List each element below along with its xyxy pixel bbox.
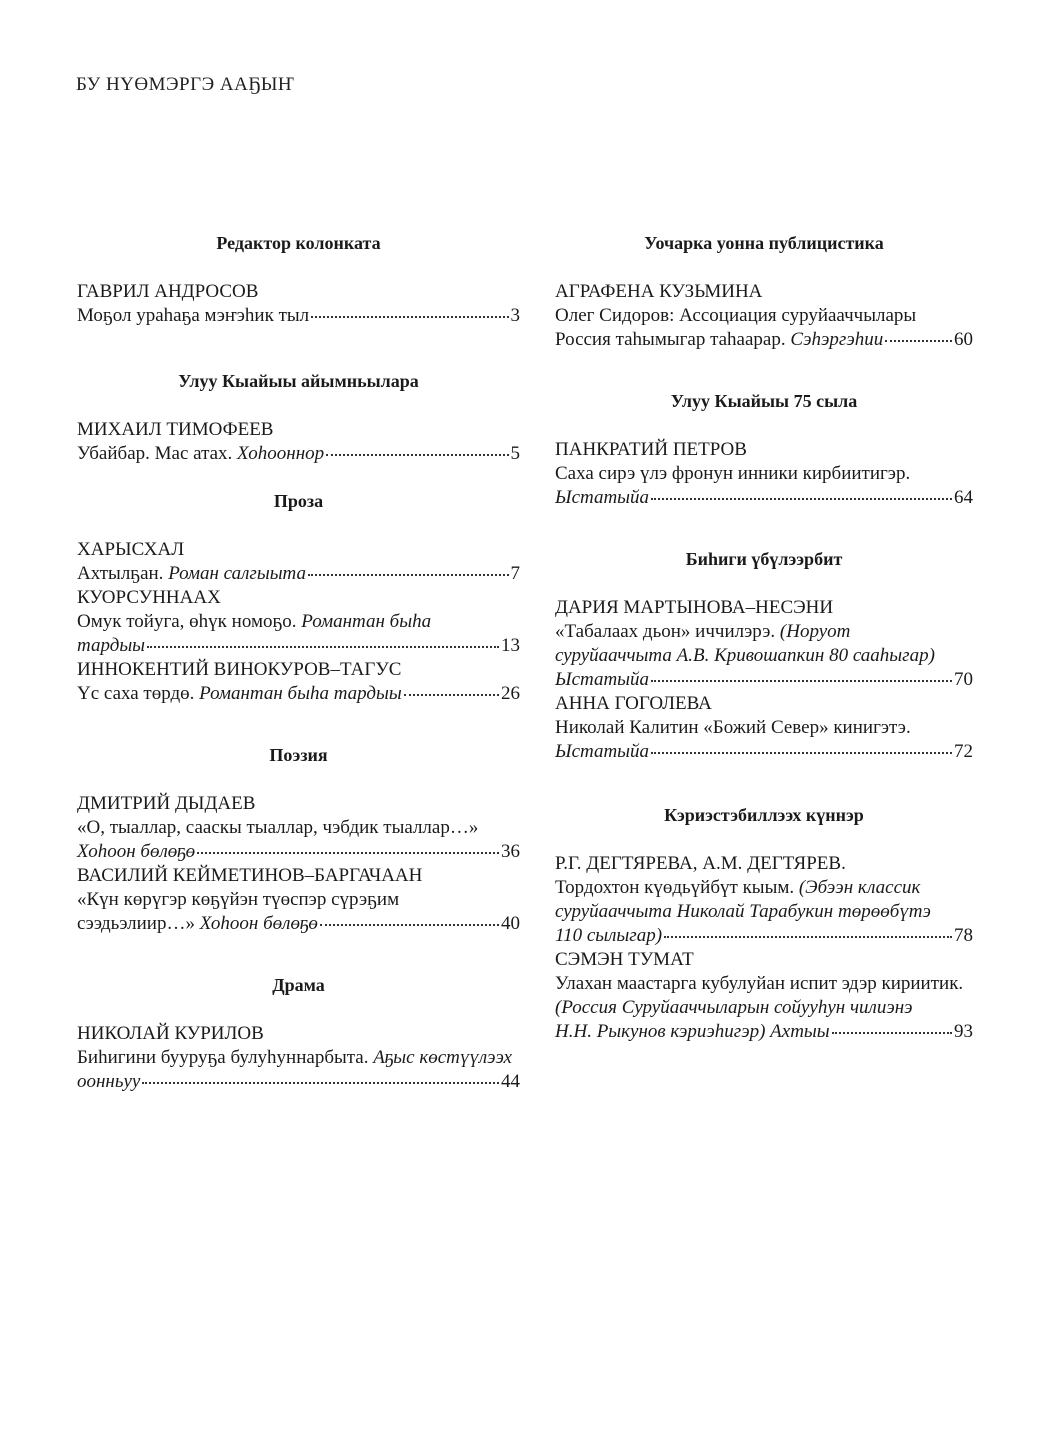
entry-title-line	[555, 644, 973, 668]
entry-genre-text: Романтан быһа тардыы	[199, 683, 402, 704]
entry-title-text: Саха сирэ үлэ фронун инники кирбиитигэр.	[555, 463, 911, 484]
entry-genre-text: Хоһоон бөлөҕө	[199, 913, 318, 934]
toc-section	[555, 388, 973, 510]
dot-leader	[651, 680, 952, 682]
entry-title-text: «О, тыаллар, сааскы тыаллар, чэбдик тыаллар…»	[77, 817, 479, 838]
toc-entry[interactable]	[77, 418, 520, 466]
page-number: 7	[510, 563, 520, 584]
entry-title-text: Россия таһымыгар таһаарар.	[555, 329, 791, 350]
entry-genre-text: тардыы	[77, 635, 146, 656]
entry-title-line	[77, 888, 520, 912]
entry-genre-text: Романтан быһа	[301, 611, 432, 632]
toc-section	[77, 488, 520, 706]
entry-genre-text: Ыстатыйа	[555, 487, 650, 508]
entry-title-line	[77, 682, 520, 706]
entry-author: МИХАИЛ ТИМОФЕЕВ	[77, 419, 274, 440]
entry-title-text: Биһигини бууруҕа булуһуннарбыта.	[77, 1047, 374, 1068]
toc-entry[interactable]	[555, 438, 973, 510]
page-number: 40	[501, 913, 520, 934]
page-number: 60	[954, 329, 973, 350]
entry-author: ДАРИЯ МАРТЫНОВА–НЕСЭНИ	[555, 597, 834, 618]
section-title: Улуу Кыайыы 75 сыла	[670, 391, 858, 411]
entry-title-line	[555, 328, 973, 352]
section-title: Проза	[273, 491, 324, 511]
page-number: 36	[501, 841, 520, 862]
entry-genre-text: (Россия Суруйааччыларын сойууһун чилиэнэ	[555, 997, 913, 1018]
entry-title-line	[77, 816, 520, 840]
entry-title-text: Омук тойуга, өһүк номоҕо.	[77, 611, 302, 632]
entry-title-text: Ахтылҕан.	[77, 563, 169, 584]
entry-author: Р.Г. ДЕГТЯРЕВА, А.М. ДЕГТЯРЕВ.	[555, 853, 846, 874]
page-number: 44	[501, 1071, 520, 1092]
entry-title-line	[77, 304, 520, 328]
section-title: Поэзия	[269, 745, 328, 765]
entry-title-line	[555, 716, 973, 740]
toc-entry[interactable]	[555, 852, 973, 948]
entry-genre-text: (Эбээн классик	[798, 877, 921, 898]
entry-title-line	[77, 840, 520, 864]
entry-title-line	[555, 900, 973, 924]
dot-leader	[320, 924, 499, 926]
entry-genre-text: Хоһооннор	[237, 443, 325, 464]
entry-genre-text: Сэһэргэһии	[790, 329, 884, 350]
entry-title-line	[555, 1020, 973, 1044]
entry-title-line	[77, 1046, 520, 1070]
toc-entry[interactable]	[555, 948, 973, 1044]
entry-title-text: Тордохтон күөдьүйбүт кыым.	[555, 877, 799, 898]
entry-genre-text: суруйааччыта А.В. Кривошапкин 80 сааһыгар)	[555, 645, 935, 666]
entry-title-line	[77, 562, 520, 586]
dot-leader	[308, 574, 508, 576]
page-number: 70	[954, 669, 973, 690]
entry-title-line	[77, 610, 520, 634]
dot-leader	[142, 1082, 499, 1084]
toc-right-column	[555, 230, 973, 1044]
page-number: 26	[501, 683, 520, 704]
entry-author: СЭМЭН ТУМАТ	[555, 949, 694, 970]
running-head: БУ НҮӨМЭРГЭ ААҔЫҤ	[76, 74, 295, 95]
dot-leader	[404, 694, 499, 696]
dot-leader	[311, 316, 508, 318]
entry-author: ХАРЫСХАЛ	[77, 539, 185, 560]
dot-leader	[197, 852, 499, 854]
toc-section	[555, 802, 973, 1044]
toc-entry[interactable]	[555, 596, 973, 692]
entry-title-line	[555, 972, 973, 996]
entry-genre-text: оонньуу	[77, 1071, 141, 1092]
entry-title-text: Убайбар. Мас атах.	[77, 443, 238, 464]
entry-genre-text: Ыстатыйа	[555, 741, 650, 762]
toc-section	[555, 546, 973, 764]
entry-title-line	[555, 924, 973, 948]
page-number: 72	[954, 741, 973, 762]
toc-entry[interactable]	[77, 280, 520, 328]
toc-entry[interactable]	[77, 1022, 520, 1094]
entry-author: ВАСИЛИЙ КЕЙМЕТИНОВ–БАРГАЧААН	[77, 865, 423, 886]
dot-leader	[651, 752, 952, 754]
entry-genre-text: суруйааччыта Николай Тарабукин төрөөбүтэ	[555, 901, 931, 922]
entry-author: НИКОЛАЙ КУРИЛОВ	[77, 1023, 264, 1044]
entry-title-line	[555, 486, 973, 510]
dot-leader	[651, 498, 952, 500]
entry-title-line	[555, 876, 973, 900]
entry-genre-text: Н.Н. Рыкунов кэриэһигэр) Ахтыы	[555, 1021, 830, 1042]
entry-title-line	[77, 634, 520, 658]
toc-section	[555, 230, 973, 352]
entry-author: ГАВРИЛ АНДРОСОВ	[77, 281, 259, 302]
entry-genre-text: Аҕыс көстүүлээх	[373, 1047, 512, 1068]
toc-entry[interactable]	[77, 586, 520, 658]
entry-title-text: «Күн көрүгэр көҕүйэн түөспэр сүрэҕим	[77, 889, 400, 910]
page-number: 64	[954, 487, 973, 508]
entry-author: ИННОКЕНТИЙ ВИНОКУРОВ–ТАГУС	[77, 659, 402, 680]
toc-section	[77, 368, 520, 466]
page-number: 78	[954, 925, 973, 946]
entry-title-line	[555, 668, 973, 692]
entry-title-text: Үс саха төрдө.	[77, 683, 200, 704]
dot-leader	[885, 340, 952, 342]
section-title: Редактор колонката	[216, 233, 381, 253]
entry-genre-text: Роман салгыыта	[168, 563, 307, 584]
section-title: Биһиги үбүлээрбит	[685, 549, 843, 569]
entry-title-line	[77, 442, 520, 466]
entry-title-text: сээдьэлиир…»	[77, 913, 200, 934]
entry-title-line	[555, 996, 973, 1020]
entry-title-line	[77, 1070, 520, 1094]
entry-title-text: Моҕол ураһаҕа мэҥэһик тыл	[77, 305, 310, 326]
dot-leader	[664, 936, 952, 938]
page-number: 3	[510, 305, 520, 326]
page-number: 93	[954, 1021, 973, 1042]
entry-genre-text: 110 сылыгар)	[555, 925, 663, 946]
toc-left-column	[77, 230, 520, 1094]
toc-entry[interactable]	[555, 280, 973, 352]
entry-author: АГРАФЕНА КУЗЬМИНА	[555, 281, 763, 302]
entry-title-line	[555, 462, 973, 486]
entry-title-line	[77, 912, 520, 936]
entry-genre-text: Хоһоон бөлөҕө	[77, 841, 196, 862]
dot-leader	[147, 646, 499, 648]
toc-section	[77, 230, 520, 328]
entry-genre-text: (Норуот	[779, 621, 851, 642]
toc-entry[interactable]	[77, 658, 520, 706]
dot-leader	[326, 454, 508, 456]
toc-section	[77, 742, 520, 936]
entry-genre-text: Ыстатыйа	[555, 669, 650, 690]
section-title: Драма	[272, 975, 325, 995]
entry-title-text: Николай Калитин «Божий Север» кинигэтэ.	[555, 717, 911, 738]
entry-title-text: «Табалаах дьон» иччилэрэ.	[555, 621, 780, 642]
entry-author: ДМИТРИЙ ДЫДАЕВ	[77, 793, 256, 814]
entry-title-line	[555, 620, 973, 644]
page-number: 5	[510, 443, 520, 464]
entry-title-text: Олег Сидоров: Ассоциация суруйааччылары	[555, 305, 917, 326]
toc-entry[interactable]	[77, 538, 520, 586]
page-number: 13	[501, 635, 520, 656]
toc-section	[77, 972, 520, 1094]
entry-title-line	[555, 740, 973, 764]
toc-entry[interactable]	[77, 792, 520, 864]
section-title: Улуу Кыайыы айымньылара	[178, 371, 419, 391]
section-title: Кэриэстэбиллээх күннэр	[664, 805, 864, 825]
toc-entry[interactable]	[555, 692, 973, 764]
entry-author: АННА ГОГОЛЕВА	[555, 693, 712, 714]
entry-author: ПАНКРАТИЙ ПЕТРОВ	[555, 439, 747, 460]
entry-title-text: Улахан маастарга кубулуйан испит эдэр кириитик.	[555, 973, 964, 994]
entry-author: КУОРСУННААХ	[77, 587, 221, 608]
section-title: Уочарка уонна публицистика	[644, 233, 884, 253]
dot-leader	[832, 1032, 952, 1034]
entry-title-line	[555, 304, 973, 328]
toc-entry[interactable]	[77, 864, 520, 936]
